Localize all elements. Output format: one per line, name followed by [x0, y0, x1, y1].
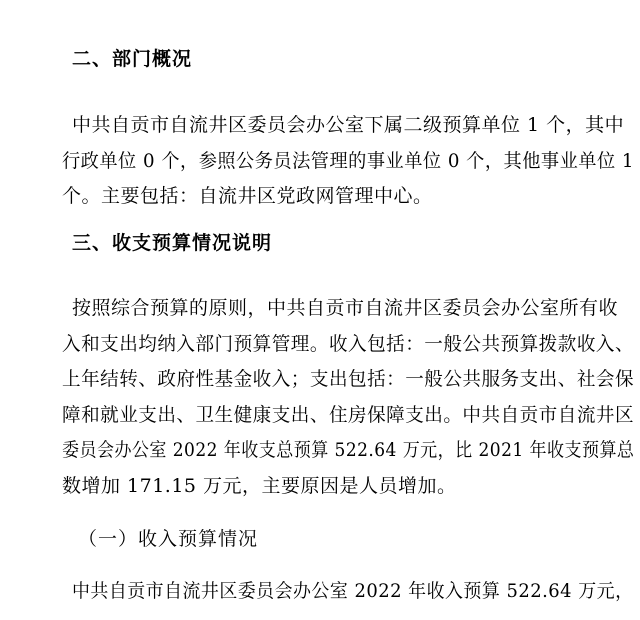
paragraph-line: 障和就业支出、卫生健康支出、住房保障支出。中共自贡市自流井区 [62, 404, 635, 426]
section-heading-budget-explanation: 三、收支预算情况说明 [72, 232, 273, 254]
subsection-heading-income-budget: （一）收入预算情况 [78, 528, 259, 550]
paragraph-line: 委员会办公室 2022 年收支总预算 522.64 万元，比 2021 年收支预算总 [62, 439, 635, 461]
section-heading-department-overview: 二、部门概况 [72, 48, 193, 70]
paragraph-line: 入和支出均纳入部门预算管理。收入包括：一般公共预算拨款收入、 [62, 333, 635, 355]
paragraph-line: 中共自贡市自流井区委员会办公室 2022 年收入预算 522.64 万元， [72, 580, 634, 602]
paragraph-line: 按照综合预算的原则，中共自贡市自流井区委员会办公室所有收 [72, 297, 619, 319]
paragraph-line: 个。主要包括：自流井区党政网管理中心。 [62, 185, 433, 207]
paragraph-line: 上年结转、政府性基金收入；支出包括：一般公共服务支出、社会保 [62, 368, 635, 390]
paragraph-line: 中共自贡市自流井区委员会办公室下属二级预算单位 1 个，其中 [72, 114, 625, 136]
paragraph-line: 数增加 171.15 万元，主要原因是人员增加。 [62, 475, 457, 497]
paragraph-line: 行政单位 0 个，参照公务员法管理的事业单位 0 个，其他事业单位 1 [62, 150, 634, 172]
